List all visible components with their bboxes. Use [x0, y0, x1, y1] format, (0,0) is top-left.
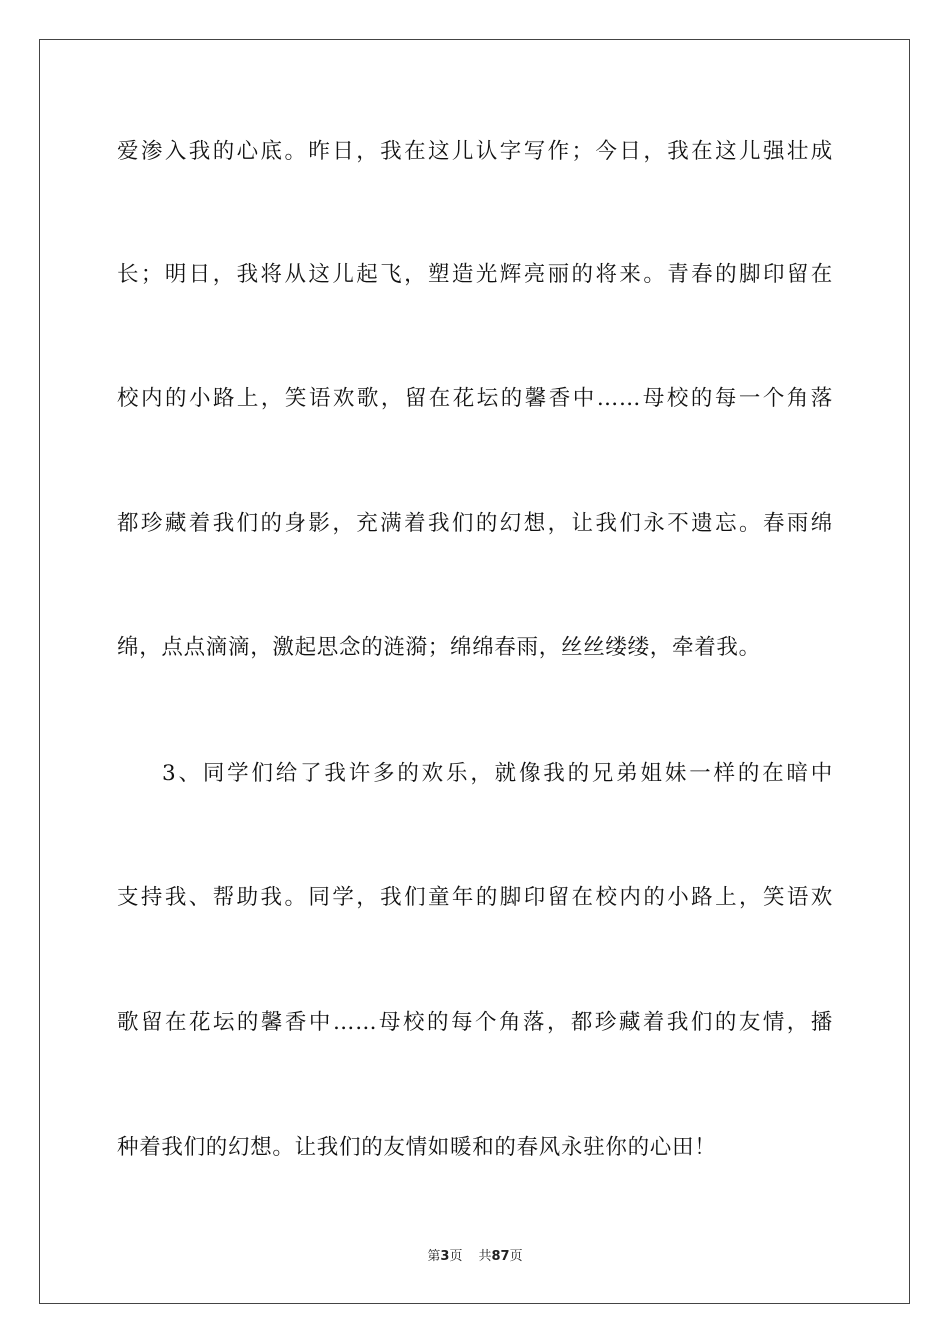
text-line-2: 长；明日，我将从这儿起飞，塑造光辉亮丽的将来。青春的脚印留在 — [117, 262, 833, 287]
page-number: 3 — [440, 1249, 450, 1264]
text-line-7: 支持我、帮助我。同学，我们童年的脚印留在校内的小路上，笑语欢 — [117, 885, 833, 910]
text-line-8: 歌留在花坛的馨香中……母校的每个角落，都珍藏着我们的友情，播 — [117, 1010, 833, 1035]
page-border — [39, 39, 910, 1304]
text-line-6: 3、同学们给了我许多的欢乐，就像我的兄弟姐妹一样的在暗中 — [162, 761, 833, 786]
text-line-9: 种着我们的幻想。让我们的友情如暖和的春风永驻你的心田！ — [117, 1135, 717, 1160]
total-pages: 87 — [491, 1249, 510, 1264]
page-prefix: 第 — [427, 1249, 441, 1264]
text-line-4: 都珍藏着我们的身影，充满着我们的幻想，让我们永不遗忘。春雨绵 — [117, 511, 833, 536]
text-line-1: 爱渗入我的心底。昨日，我在这儿认字写作；今日，我在这儿强壮成 — [117, 139, 833, 164]
text-line-3: 校内的小路上，笑语欢歌，留在花坛的馨香中……母校的每一个角落 — [117, 386, 833, 411]
total-suffix: 页 — [509, 1249, 523, 1264]
total-prefix: 共 — [478, 1249, 492, 1264]
text-line-5: 绵，点点滴滴，激起思念的涟漪；绵绵春雨，丝丝缕缕，牵着我。 — [117, 635, 761, 660]
page-footer — [0, 1248, 950, 1266]
page-suffix: 页 — [449, 1249, 463, 1264]
